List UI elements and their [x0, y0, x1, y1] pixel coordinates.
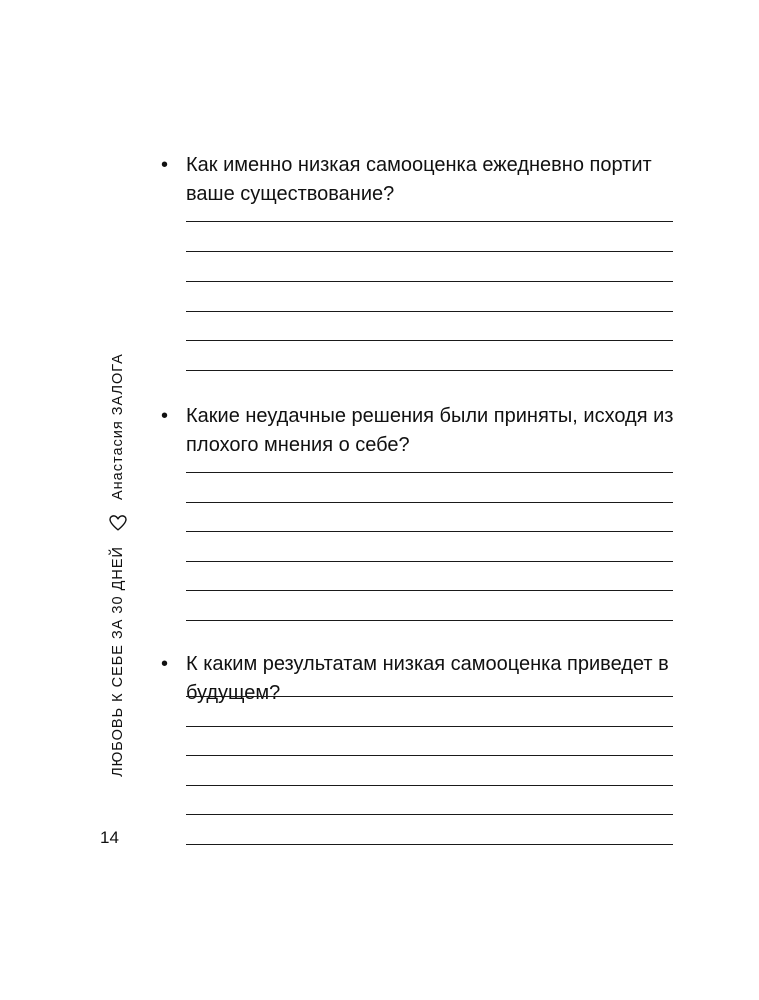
question-block-3 [150, 650, 690, 708]
bullet: • [161, 405, 169, 427]
bullet: • [161, 154, 169, 176]
answer-line[interactable] [186, 340, 673, 341]
answer-line[interactable] [186, 370, 673, 371]
question-text [150, 650, 690, 708]
answer-line[interactable] [186, 785, 673, 786]
running-title [110, 353, 126, 777]
answer-line[interactable] [186, 502, 673, 503]
answer-line[interactable] [186, 620, 673, 621]
question-label: Как именно низкая самооценка ежедневно портит ваше существование? [186, 154, 652, 205]
answer-line[interactable] [186, 726, 673, 727]
answer-line[interactable] [186, 844, 673, 845]
question-label: Какие неудачные решения были приняты, исходя из плохого мнения о себе? [186, 405, 674, 456]
answer-line[interactable] [186, 221, 673, 222]
question-text [150, 402, 690, 460]
page-number: 14 [100, 828, 119, 847]
answer-line[interactable] [186, 561, 673, 562]
answer-line[interactable] [186, 755, 673, 756]
answer-line[interactable] [186, 531, 673, 532]
book-title: ЛЮБОВЬ К СЕБЕ ЗА 30 ДНЕЙ [110, 546, 126, 777]
answer-line[interactable] [186, 472, 673, 473]
question-text [150, 151, 690, 209]
question-block-2 [150, 402, 690, 460]
question-block-1 [150, 151, 690, 209]
answer-line[interactable] [186, 590, 673, 591]
heart-icon [109, 515, 127, 531]
bullet: • [161, 653, 169, 675]
question-label: К каким результатам низкая самооценка приведет в будущем? [186, 653, 669, 704]
author-name: Анастасия ЗАЛОГА [110, 353, 126, 501]
answer-line[interactable] [186, 814, 673, 815]
answer-line[interactable] [186, 696, 673, 697]
answer-line[interactable] [186, 281, 673, 282]
answer-line[interactable] [186, 311, 673, 312]
answer-line[interactable] [186, 251, 673, 252]
